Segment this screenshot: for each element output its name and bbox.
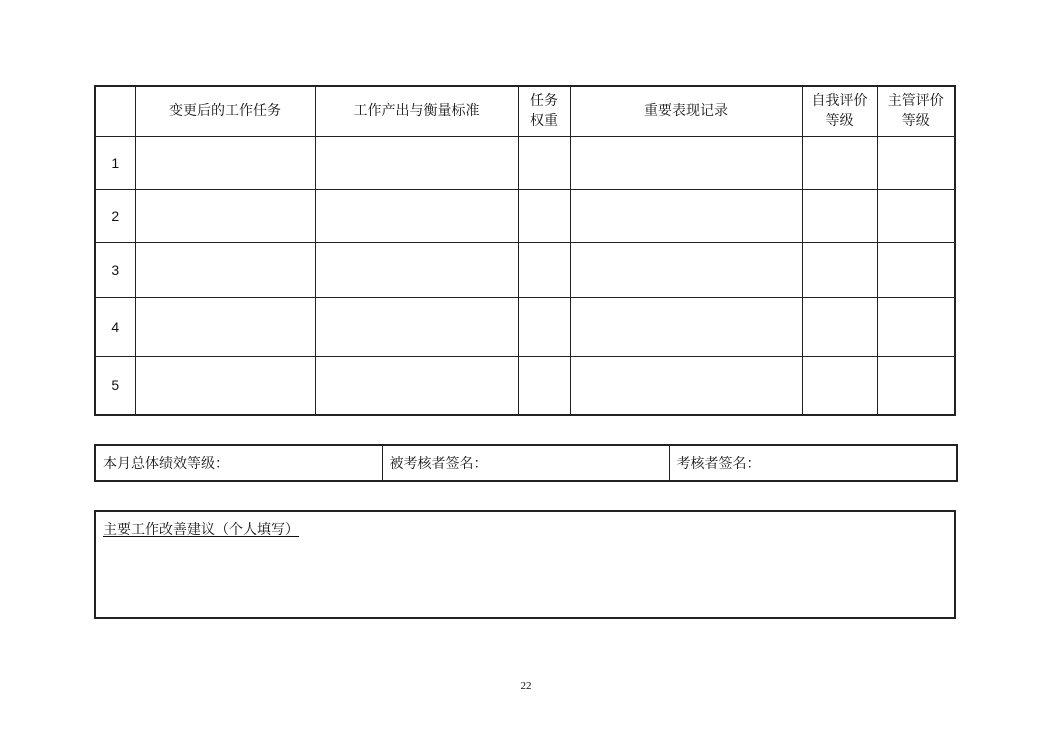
table-row — [95, 189, 955, 242]
self-rating-cell[interactable] — [802, 189, 877, 242]
supervisor-rating-cell[interactable] — [877, 189, 955, 242]
weight-cell[interactable] — [518, 242, 570, 297]
table-row — [95, 356, 955, 415]
table-row — [95, 136, 955, 189]
row-number: 5 — [95, 356, 135, 415]
weight-cell[interactable] — [518, 297, 570, 356]
weight-cell[interactable] — [518, 189, 570, 242]
improvement-suggestion-title: 主要工作改善建议（个人填写） — [103, 522, 299, 538]
header-supervisor-rating — [877, 86, 955, 136]
table-row — [95, 242, 955, 297]
supervisor-rating-cell[interactable] — [877, 242, 955, 297]
header-index — [95, 86, 135, 136]
header-self-rating — [802, 86, 877, 136]
header-weight-line1: 任务 — [530, 93, 558, 110]
supervisor-rating-cell[interactable] — [877, 297, 955, 356]
output-cell[interactable] — [315, 297, 518, 356]
self-rating-cell[interactable] — [802, 297, 877, 356]
header-self-line2: 等级 — [825, 113, 854, 130]
table-row — [95, 297, 955, 356]
record-cell[interactable] — [570, 356, 802, 415]
output-cell[interactable] — [315, 356, 518, 415]
weight-cell[interactable] — [518, 136, 570, 189]
header-weight-line2: 权重 — [530, 113, 558, 130]
header-record: 重要表现记录 — [570, 86, 802, 136]
record-cell[interactable] — [570, 242, 802, 297]
self-rating-cell[interactable] — [802, 242, 877, 297]
supervisor-rating-cell[interactable] — [877, 356, 955, 415]
row-number: 2 — [95, 189, 135, 242]
supervisor-rating-cell[interactable] — [877, 136, 955, 189]
self-rating-cell[interactable] — [802, 136, 877, 189]
task-cell[interactable] — [135, 297, 315, 356]
record-cell[interactable] — [570, 297, 802, 356]
signature-table — [94, 444, 958, 482]
row-number: 3 — [95, 242, 135, 297]
header-output: 工作产出与衡量标准 — [315, 86, 518, 136]
assessor-signature-label: 考核者签名： — [676, 456, 761, 472]
header-supervisor-line1: 主管评价 — [887, 93, 944, 110]
task-cell[interactable] — [135, 356, 315, 415]
output-cell[interactable] — [315, 136, 518, 189]
row-number: 4 — [95, 297, 135, 356]
header-self-line1: 自我评价 — [811, 93, 868, 110]
header-weight — [518, 86, 570, 136]
row-number: 1 — [95, 136, 135, 189]
header-task: 变更后的工作任务 — [135, 86, 315, 136]
signature-row — [95, 445, 957, 481]
overall-grade-field[interactable] — [95, 445, 382, 481]
task-cell[interactable] — [135, 136, 315, 189]
page-number: 22 — [520, 680, 532, 692]
overall-grade-label: 本月总体绩效等级： — [103, 456, 229, 472]
weight-cell[interactable] — [518, 356, 570, 415]
improvement-suggestion-box[interactable] — [94, 510, 956, 619]
record-cell[interactable] — [570, 189, 802, 242]
output-cell[interactable] — [315, 242, 518, 297]
table-header-row — [95, 86, 955, 136]
task-cell[interactable] — [135, 189, 315, 242]
output-cell[interactable] — [315, 189, 518, 242]
assessor-signature-field[interactable] — [669, 445, 957, 481]
performance-task-table — [94, 85, 956, 416]
header-supervisor-line2: 等级 — [901, 113, 930, 130]
assessee-signature-label: 被考核者签名： — [389, 456, 488, 472]
self-rating-cell[interactable] — [802, 356, 877, 415]
record-cell[interactable] — [570, 136, 802, 189]
assessee-signature-field[interactable] — [382, 445, 669, 481]
task-cell[interactable] — [135, 242, 315, 297]
